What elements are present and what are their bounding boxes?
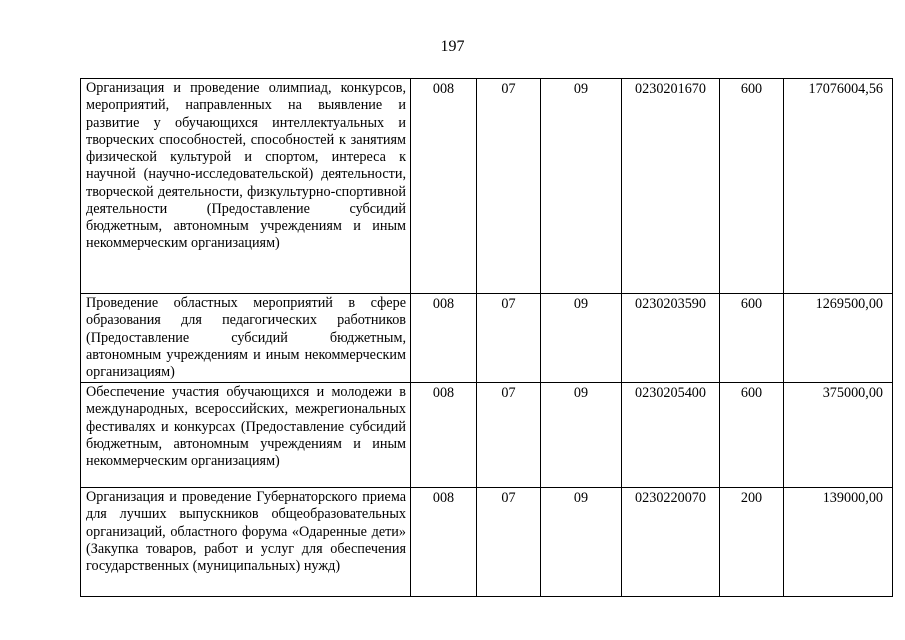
subsection-code: 09: [541, 79, 622, 294]
row-description: Организация и проведение Губернаторского приема для лучших выпускников общеобразовательных организаций, областного форума «Одаренные дети» (Закупка товаров, работ и услуг для обеспечения государственных (муниципальных) нужд): [81, 488, 411, 597]
target-article-code: 0230220070: [622, 488, 720, 597]
amount: 139000,00: [784, 488, 893, 597]
ministry-code: 008: [411, 294, 477, 383]
page-number: 197: [440, 38, 465, 55]
table-row: [81, 79, 893, 294]
subsection-code: 09: [541, 294, 622, 383]
ministry-code: 008: [411, 383, 477, 488]
target-article-code: 0230205400: [622, 383, 720, 488]
amount: 1269500,00: [784, 294, 893, 383]
amount: 17076004,56: [784, 79, 893, 294]
ministry-code: 008: [411, 488, 477, 597]
row-description: Организация и проведение олимпиад, конкурсов, мероприятий, направленных на выявление и развитие у обучающихся интеллектуальных и творческих способностей, способностей к занятиям физической культурой и спортом, интереса к научной (научно-исследовательской) деятельности, творческой деятельности, физкультурно-спортивной деятельности (Предоставление субсидий бюджетным, автономным учреждениям и иным некоммерческим организациям): [81, 79, 411, 294]
expense-type-code: 200: [720, 488, 784, 597]
section-code: 07: [477, 488, 541, 597]
target-article-code: 0230203590: [622, 294, 720, 383]
subsection-code: 09: [541, 383, 622, 488]
expense-type-code: 600: [720, 383, 784, 488]
section-code: 07: [477, 294, 541, 383]
section-code: 07: [477, 79, 541, 294]
budget-table: [80, 78, 893, 597]
target-article-code: 0230201670: [622, 79, 720, 294]
ministry-code: 008: [411, 79, 477, 294]
amount: 375000,00: [784, 383, 893, 488]
row-description: Проведение областных мероприятий в сфере образования для педагогических работников (Предоставление субсидий бюджетным, автономным учреждениям и иным некоммерческим организациям): [81, 294, 411, 383]
table-row: [81, 383, 893, 488]
table-row: [81, 294, 893, 383]
expense-type-code: 600: [720, 294, 784, 383]
table-row: [81, 488, 893, 597]
row-description: Обеспечение участия обучающихся и молодежи в международных, всероссийских, межрегиональных фестивалях и конкурсах (Предоставление субсидий бюджетным, автономным учреждениям и иным некоммерческим организациям): [81, 383, 411, 488]
expense-type-code: 600: [720, 79, 784, 294]
subsection-code: 09: [541, 488, 622, 597]
section-code: 07: [477, 383, 541, 488]
